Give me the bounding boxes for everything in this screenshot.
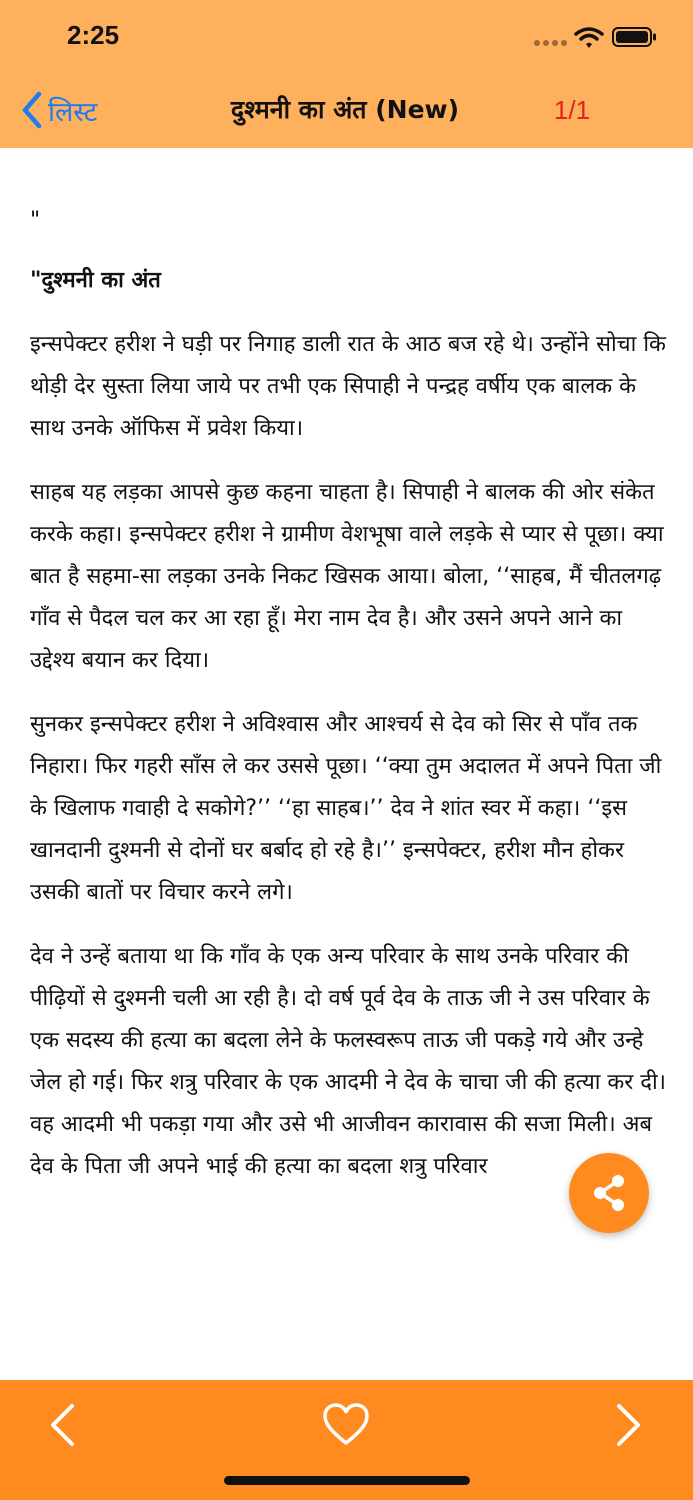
share-button[interactable] [569,1153,649,1233]
home-indicator [224,1476,470,1485]
chevron-right-icon [603,1400,653,1450]
page-title: दुश्मनी का अंत (New) [230,95,460,124]
story-paragraph: देव ने उन्हें बताया था कि गाँव के एक अन्य परिवार के साथ उनके परिवार की पीढ़ियों से दुश्मनी चली आ रही है। दो वर्ष पूर्व देव के ताऊ जी ने उस परिवार के एक सदस्य की हत्या का बदला लेने के फलस्वरूप ताऊ जी पकड़े गये और उन्हे जेल हो गई। फिर शत्रु परिवार के एक आदमी ने देव के चाचा जी की हत्या कर दी। वह आदमी भी पकड़ा गया और उसे भी आजीवन कारावास की सजा मिली। अब देव के पिता जी अपने भाई की हत्या का बदला शत्रु परिवार [30,944,666,1179]
story-paragraph: सुनकर इन्सपेक्टर हरीश ने अविश्वास और आश्चर्य से देव को सिर से पाँव तक निहारा। फिर गहरी साँस ले कर उससे पूछा। ‘‘क्या तुम अदालत में अपने पिता जी के खिलाफ गवाही दे सकोगे?’’ ‘‘हा साहब।’’ देव ने शांत स्वर में कहा। ‘‘इस खानदानी दुश्मनी से दोनों घर बर्बाद हो रहे है।’’ इन्सपेक्टर, हरीश मौन होकर उसकी बातों पर विचार करने लगे। [30,712,662,905]
opening-quote: " [30,208,41,233]
battery-icon [612,26,658,48]
page-counter: 1/1 [553,95,591,125]
chevron-left-icon [38,1400,88,1450]
story-content [30,200,670,1325]
back-button[interactable] [20,88,97,132]
share-icon [588,1172,630,1214]
story-paragraph: साहब यह लड़का आपसे कुछ कहना चाहता है। सिपाही ने बालक की ओर संकेत करके कहा। इन्सपेक्टर हरीश ने ग्रामीण वेशभूषा वाले लड़के से प्यार से पूछा। क्या बात है सहमा-सा लड़का उनके निकट खिसक आया। बोला, ‘‘साहब, मैं चीतलगढ़ गाँव से पैदल चल कर आ रहा हूँ। मेरा नाम देव है। और उसने अपने आने का उद्देश्य बयान कर दिया। [30,480,664,673]
status-time: 2:25 [67,20,120,50]
previous-button[interactable] [28,1390,98,1460]
header [0,0,693,148]
next-button[interactable] [593,1390,663,1460]
favorite-button[interactable] [311,1390,381,1460]
wifi-icon [574,26,604,50]
signal-dots-icon [534,40,568,48]
heart-outline-icon [321,1400,371,1450]
story-title: "दुश्मनी का अंत [30,268,161,293]
back-label: लिस्ट [48,96,98,128]
chevron-left-icon [20,90,44,130]
story-paragraph: इन्सपेक्टर हरीश ने घड़ी पर निगाह डाली रात के आठ बज रहे थे। उन्होंने सोचा कि थोड़ी देर सुस्ता लिया जाये पर तभी एक सिपाही ने पन्द्रह वर्षीय एक बालक के साथ उनके ऑफिस में प्रवेश किया। [30,332,666,441]
